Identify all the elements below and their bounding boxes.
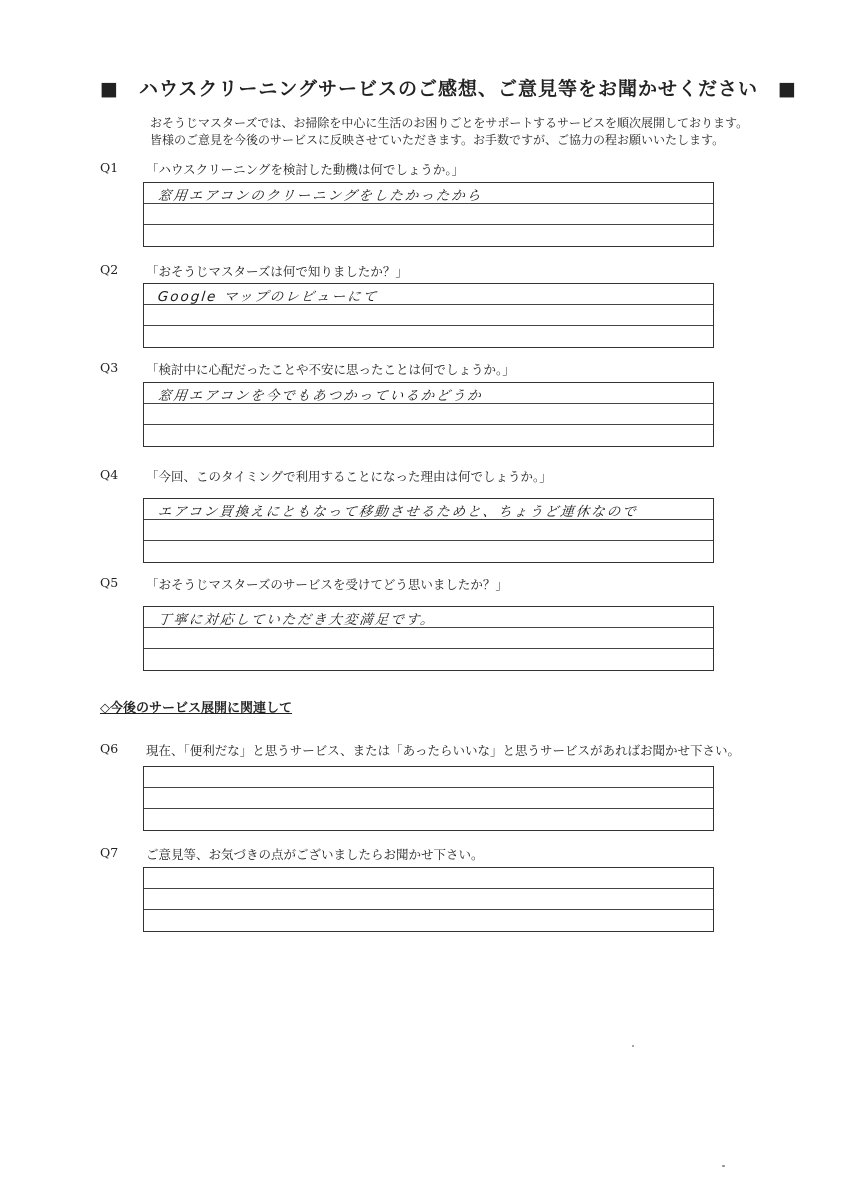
q1-answer-row[interactable] bbox=[144, 183, 713, 204]
q5-answer-row[interactable] bbox=[144, 649, 713, 670]
q7-answer-row[interactable] bbox=[144, 889, 713, 910]
q4-answer-box[interactable] bbox=[143, 498, 714, 563]
q4-answer-row[interactable] bbox=[144, 520, 713, 541]
intro-line-1: おそうじマスターズでは、お掃除を中心に生活のお困りごとをサポートするサービスを順次展開しております。 bbox=[150, 116, 749, 130]
q6-answer-row[interactable] bbox=[144, 809, 713, 830]
q5-answer-row[interactable] bbox=[144, 607, 713, 628]
q3-answer-row[interactable] bbox=[144, 404, 713, 425]
intro-text bbox=[150, 115, 790, 149]
q2-answer-box[interactable] bbox=[143, 283, 714, 348]
q6-answer-box[interactable] bbox=[143, 766, 714, 831]
q7-answer-row[interactable] bbox=[144, 868, 713, 889]
q4-label: Q4 bbox=[100, 467, 119, 482]
scan-speck bbox=[632, 1045, 634, 1047]
q1-answer-box[interactable] bbox=[143, 182, 714, 247]
q1-text: 「ハウスクリーニングを検討した動機は何でしょうか。」 bbox=[146, 162, 465, 177]
q5-answer-box[interactable] bbox=[143, 606, 714, 671]
q2-answer-row[interactable] bbox=[144, 284, 713, 305]
q6-label: Q6 bbox=[100, 741, 119, 756]
q2-label: Q2 bbox=[100, 262, 119, 277]
q5-answer-row[interactable] bbox=[144, 628, 713, 649]
q4-answer: エアコン買換えにともなって移動させるためと、ちょうど連休なので bbox=[156, 504, 639, 520]
q6-text: 現在、「便利だな」と思うサービス、または「あったらいいな」と思うサービスがあればお聞かせ下さい。 bbox=[146, 743, 741, 758]
q5-answer: 丁寧に対応していただき大変満足です。 bbox=[156, 612, 437, 628]
q5-label: Q5 bbox=[100, 575, 119, 590]
q6-answer-row[interactable] bbox=[144, 767, 713, 788]
section-heading-future: ◇今後のサービス展開に関連して bbox=[100, 701, 292, 716]
q3-label: Q3 bbox=[100, 360, 119, 375]
q3-text: 「検討中に心配だったことや不安に思ったことは何でしょうか。」 bbox=[146, 362, 515, 377]
q4-answer-row[interactable] bbox=[144, 499, 713, 520]
q1-label: Q1 bbox=[100, 160, 119, 175]
q5-text: 「おそうじマスターズのサービスを受けてどう思いましたか？」 bbox=[146, 577, 508, 592]
page-title: ■ ハウスクリーニングサービスのご感想、ご意見等をお聞かせください ■ bbox=[100, 78, 797, 100]
q4-text: 「今回、このタイミングで利用することになった理由は何でしょうか。」 bbox=[146, 469, 552, 484]
q1-answer-row[interactable] bbox=[144, 204, 713, 225]
q3-answer-box[interactable] bbox=[143, 382, 714, 447]
q7-answer-box[interactable] bbox=[143, 867, 714, 932]
q1-answer-row[interactable] bbox=[144, 225, 713, 246]
q6-answer-row[interactable] bbox=[144, 788, 713, 809]
q3-answer-row[interactable] bbox=[144, 425, 713, 446]
q7-answer-row[interactable] bbox=[144, 910, 713, 931]
q2-answer-row[interactable] bbox=[144, 305, 713, 326]
q7-text: ご意見等、お気づきの点がございましたらお聞かせ下さい。 bbox=[146, 847, 484, 862]
q2-text: 「おそうじマスターズは何で知りましたか？」 bbox=[146, 264, 408, 279]
q4-answer-row[interactable] bbox=[144, 541, 713, 562]
q3-answer: 窓用エアコンを今でもあつかっているかどうか bbox=[156, 388, 484, 404]
q7-label: Q7 bbox=[100, 845, 119, 860]
scan-speck bbox=[722, 1165, 725, 1167]
q2-answer: Google マップのレビューにて bbox=[156, 289, 379, 305]
q1-answer: 窓用エアコンのクリーニングをしたかったから bbox=[156, 188, 484, 204]
q2-answer-row[interactable] bbox=[144, 326, 713, 347]
intro-line-2: 皆様のご意見を今後のサービスに反映させていただきます。お手数ですが、ご協力の程お願いいたします。 bbox=[150, 133, 725, 147]
q3-answer-row[interactable] bbox=[144, 383, 713, 404]
